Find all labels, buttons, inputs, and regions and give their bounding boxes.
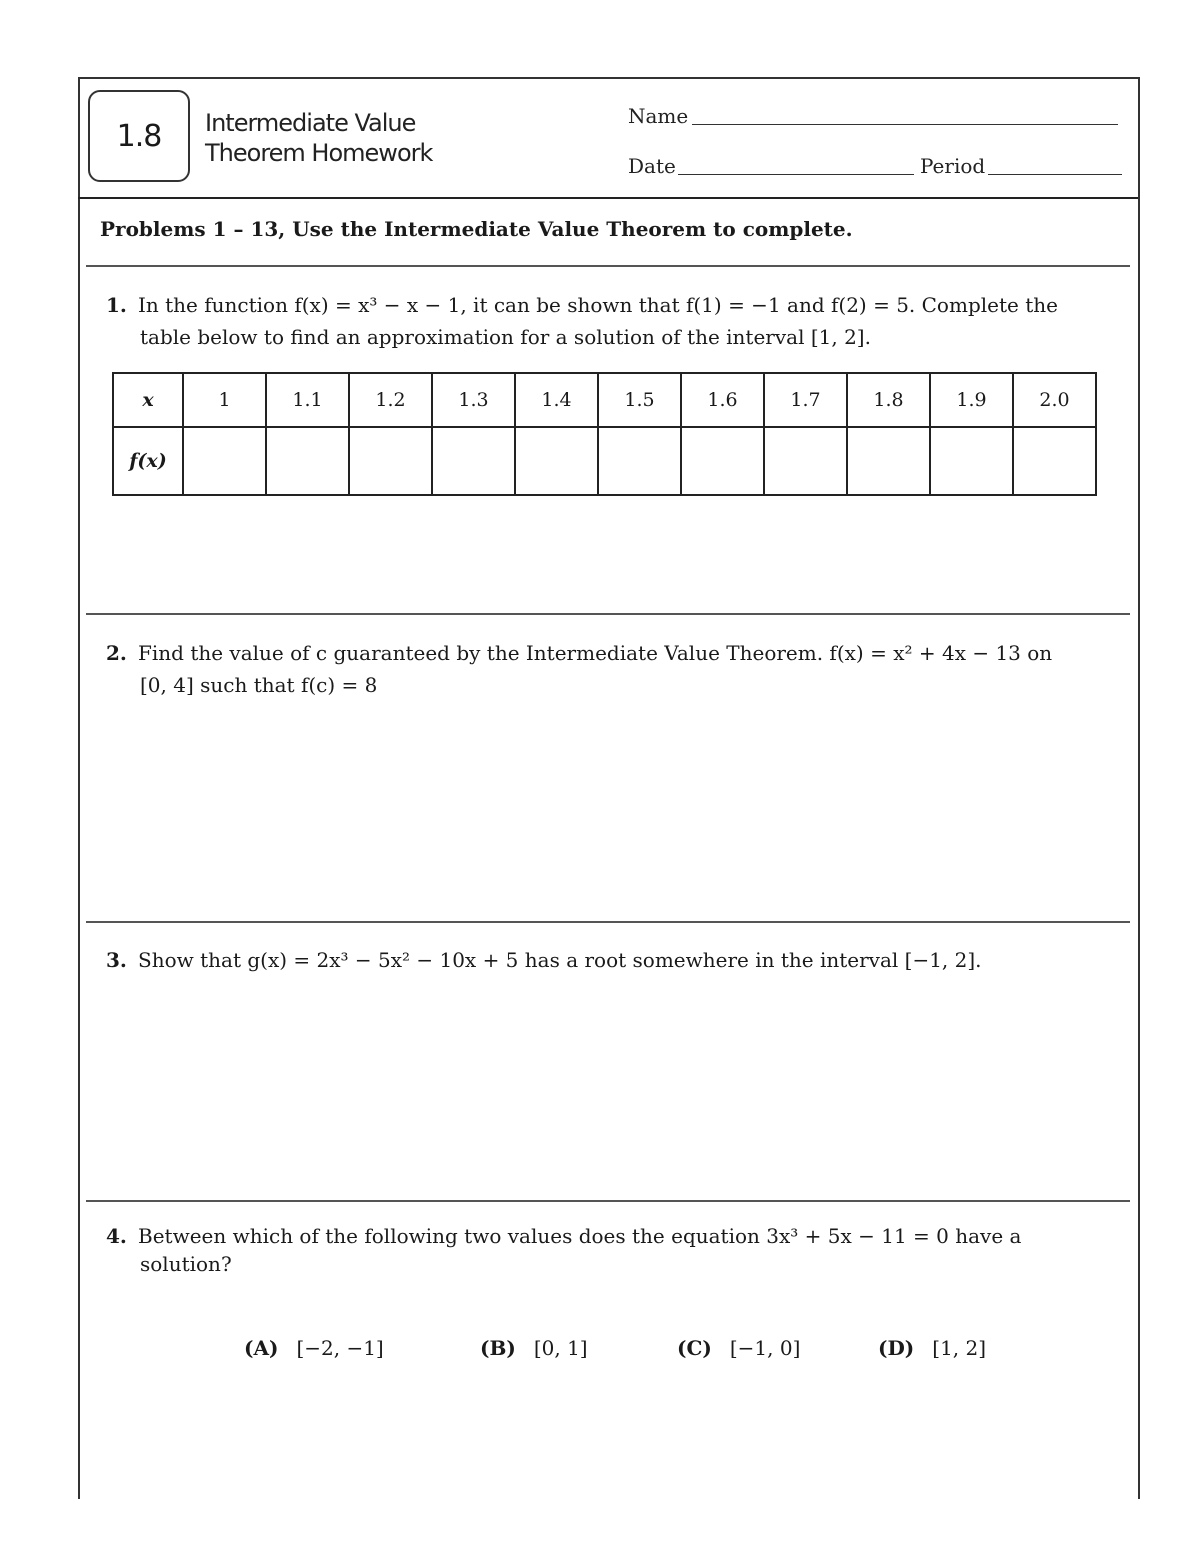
- choice-a[interactable]: [244, 1336, 384, 1360]
- date-label: Date: [628, 154, 676, 178]
- table-header-fx: f(x): [113, 427, 183, 495]
- table-answer-cell[interactable]: [598, 427, 681, 495]
- choice-b[interactable]: [480, 1336, 588, 1360]
- table-answer-cell[interactable]: [764, 427, 847, 495]
- header-divider: [78, 197, 1138, 199]
- name-field[interactable]: [692, 124, 1118, 125]
- table-answer-cell[interactable]: [847, 427, 930, 495]
- problem-text: In the function f(x) = x³ − x − 1, it can be shown that f(1) = −1 and f(2) = 5. Complete the: [138, 293, 1058, 317]
- problem-1: [106, 289, 1058, 353]
- section-divider: [86, 265, 1130, 267]
- table-row-x: [113, 373, 1096, 427]
- choice-value: [1, 2]: [932, 1336, 987, 1360]
- worksheet-title: [205, 108, 432, 168]
- table-answer-cell[interactable]: [1013, 427, 1096, 495]
- table-cell-x: 1.5: [598, 373, 681, 427]
- choice-d[interactable]: [878, 1336, 986, 1360]
- table-answer-cell[interactable]: [349, 427, 432, 495]
- period-field[interactable]: [988, 174, 1122, 175]
- choice-letter: (D): [878, 1336, 915, 1360]
- table-cell-x: 1.3: [432, 373, 515, 427]
- table-cell-x: 1: [183, 373, 266, 427]
- table-cell-x: 1.9: [930, 373, 1013, 427]
- choice-letter: (B): [480, 1336, 516, 1360]
- period-label: Period: [920, 154, 986, 178]
- choice-c[interactable]: [677, 1336, 800, 1360]
- table-cell-x: 2.0: [1013, 373, 1096, 427]
- table-cell-x: 1.8: [847, 373, 930, 427]
- problem-3: [106, 944, 982, 976]
- problem-2: [106, 637, 1052, 701]
- choice-value: [−1, 0]: [729, 1336, 801, 1360]
- table-answer-cell[interactable]: [183, 427, 266, 495]
- table-row-fx: [113, 427, 1096, 495]
- section-divider: [86, 1200, 1130, 1202]
- section-divider: [86, 613, 1130, 615]
- table-header-x: x: [113, 373, 183, 427]
- section-divider: [86, 921, 1130, 923]
- date-field[interactable]: [678, 174, 914, 175]
- problem-text: table below to find an approximation for a solution of the interval [1, 2].: [140, 325, 871, 349]
- table-cell-x: 1.1: [266, 373, 349, 427]
- lesson-number: 1.8: [116, 118, 162, 154]
- title-line-2: Theorem Homework: [205, 139, 433, 167]
- choice-value: [−2, −1]: [296, 1336, 384, 1360]
- lesson-number-box: [88, 90, 190, 182]
- problem-text: Show that g(x) = 2x³ − 5x² − 10x + 5 has a root somewhere in the interval [−1, 2].: [138, 948, 982, 972]
- problem-4: [106, 1222, 1021, 1278]
- title-line-1: Intermediate Value: [205, 109, 416, 137]
- problem-text: Find the value of c guaranteed by the Intermediate Value Theorem. f(x) = x² + 4x − 13 on: [138, 641, 1053, 665]
- table-answer-cell[interactable]: [432, 427, 515, 495]
- table-answer-cell[interactable]: [930, 427, 1013, 495]
- problem-number: 2.: [106, 641, 127, 665]
- table-cell-x: 1.4: [515, 373, 598, 427]
- choice-letter: (A): [244, 1336, 279, 1360]
- instructions: Problems 1 – 13, Use the Intermediate Value Theorem to complete.: [100, 217, 853, 241]
- choice-value: [0, 1]: [533, 1336, 588, 1360]
- problem-number: 4.: [106, 1224, 127, 1248]
- function-value-table: [112, 372, 1097, 496]
- problem-text: [0, 4] such that f(c) = 8: [140, 673, 378, 697]
- table-answer-cell[interactable]: [681, 427, 764, 495]
- problem-number: 1.: [106, 293, 127, 317]
- name-label: Name: [628, 104, 689, 128]
- table-cell-x: 1.2: [349, 373, 432, 427]
- table-answer-cell[interactable]: [266, 427, 349, 495]
- table-cell-x: 1.6: [681, 373, 764, 427]
- choice-letter: (C): [677, 1336, 712, 1360]
- problem-number: 3.: [106, 948, 127, 972]
- table-answer-cell[interactable]: [515, 427, 598, 495]
- table-cell-x: 1.7: [764, 373, 847, 427]
- problem-text: Between which of the following two values does the equation 3x³ + 5x − 11 = 0 have a: [138, 1224, 1022, 1248]
- problem-text: solution?: [140, 1252, 232, 1276]
